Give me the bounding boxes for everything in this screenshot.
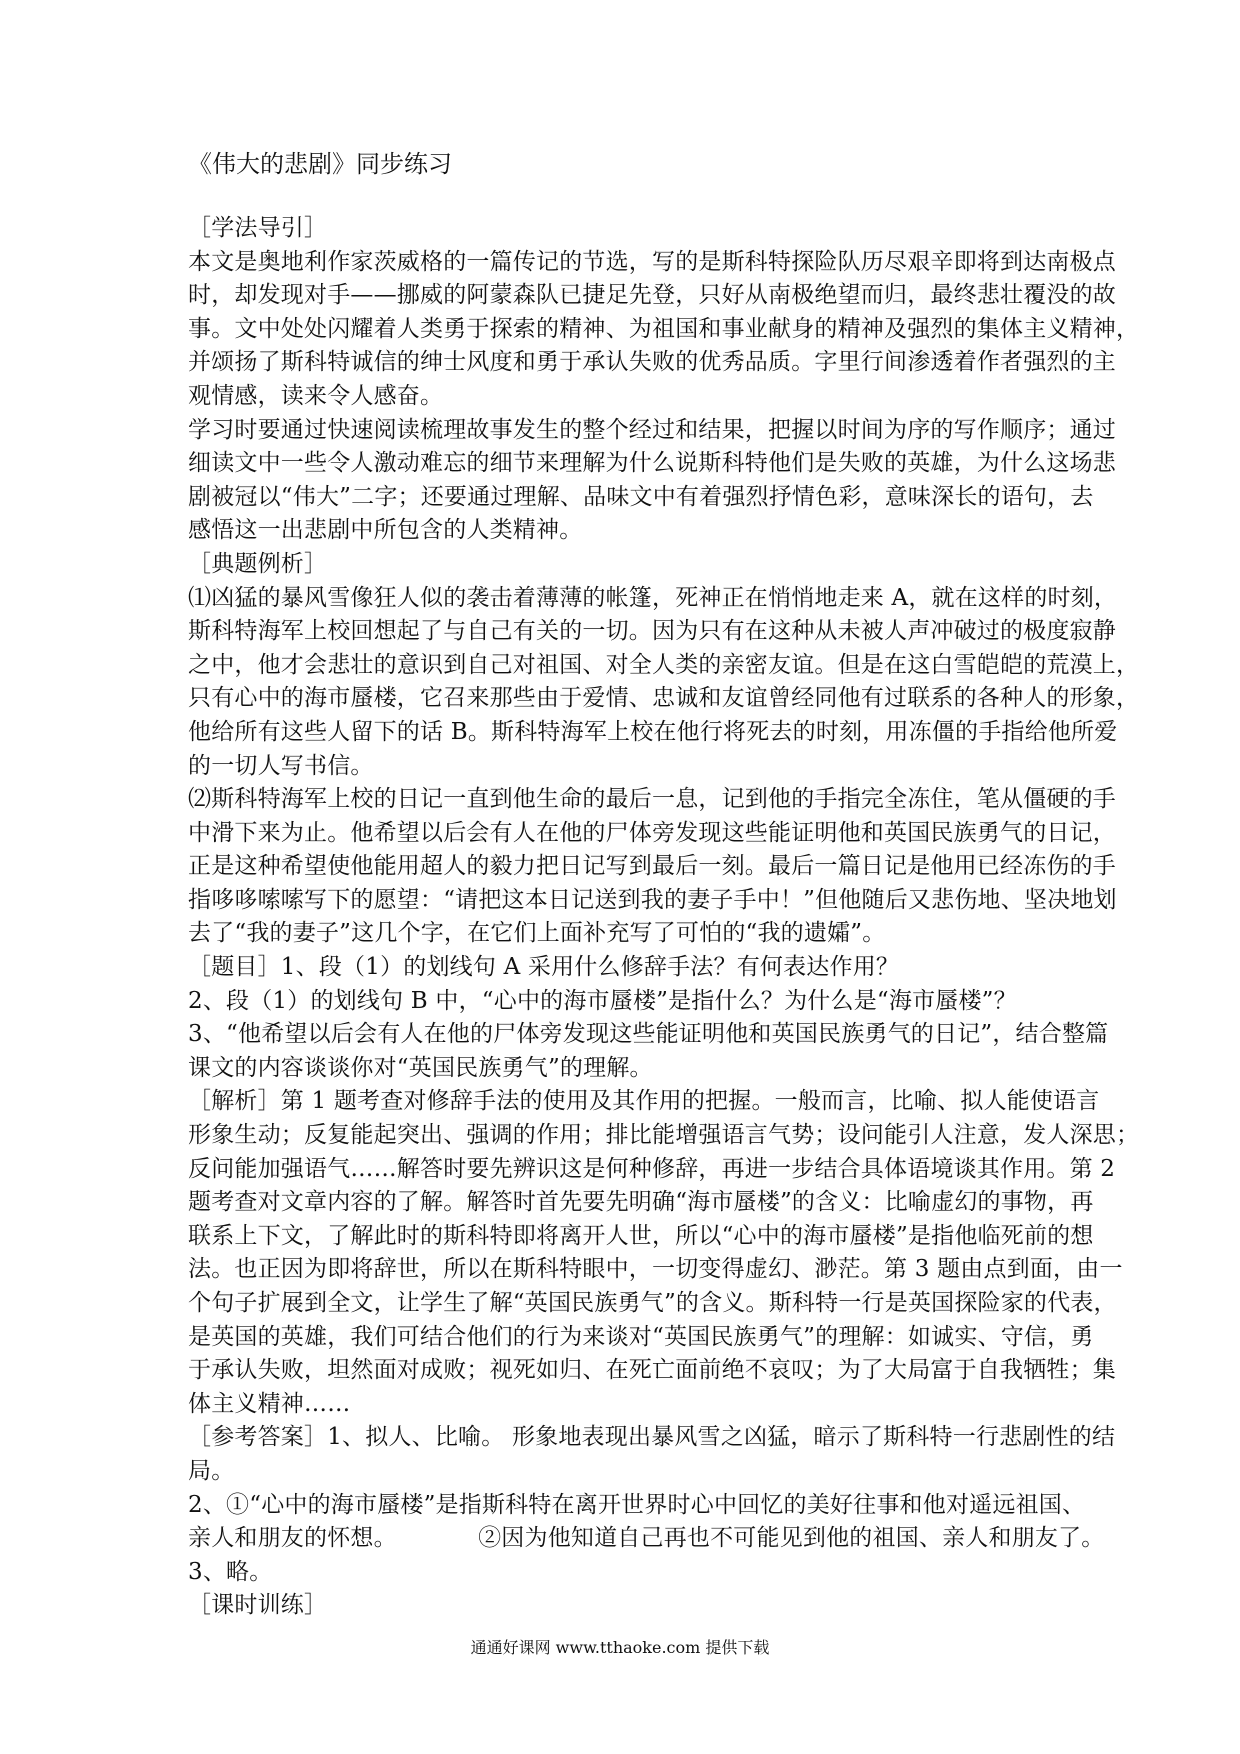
text-line: ［解析］第 1 题考查对修辞手法的使用及其作用的把握。一般而言，比喻、拟人能使语言 xyxy=(188,1088,1100,1115)
text-line: 法。也正因为即将辞世，所以在斯科特眼中，一切变得虚幻、渺茫。第 3 题由点到面，由一 xyxy=(188,1256,1123,1283)
text-line: ⑴凶猛的暴风雪像狂人似的袭击着薄薄的帐篷，死神正在悄悄地走来 A，就在这样的时刻， xyxy=(188,584,1118,611)
text-line: 斯科特海军上校回想起了与自己有关的一切。因为只有在这种从未被人声冲破过的极度寂静 xyxy=(188,618,1116,645)
text-line: 学习时要通过快速阅读梳理故事发生的整个经过和结果，把握以时间为序的写作顺序；通过 xyxy=(188,416,1116,443)
text-line: 形象生动；反复能起突出、强调的作用；排比能增强语言气势；设问能引人注意，发人深思； xyxy=(188,1122,1140,1149)
text-line: 亲人和朋友的怀想。 ②因为他知道自己再也不可能见到他的祖国、亲人和朋友了。 xyxy=(188,1525,1105,1552)
document-title: 《伟大的悲剧》同步练习 xyxy=(188,150,452,178)
document-page xyxy=(188,146,1140,1623)
text-line: ［参考答案］1、拟人、比喻。 形象地表现出暴风雪之凶猛，暗示了斯科特一行悲剧性的结 xyxy=(188,1424,1116,1451)
document-body xyxy=(188,212,1140,1623)
text-line: 他给所有这些人留下的话 B。斯科特海军上校在他行将死去的时刻，用冻僵的手指给他所爱 xyxy=(188,718,1118,745)
text-line: 个句子扩展到全文，让学生了解“英国民族勇气”的含义。斯科特一行是英国探险家的代表， xyxy=(188,1290,1117,1316)
text-line: 并颂扬了斯科特诚信的绅士风度和勇于承认失败的优秀品质。字里行间渗透着作者强烈的主 xyxy=(188,349,1116,376)
text-line: 观情感，读来令人感奋。 xyxy=(188,382,444,409)
text-line: 2、段（1）的划线句 B 中，“心中的海市蜃楼”是指什么？为什么是“海市蜃楼”？ xyxy=(188,987,1017,1014)
text-line: 2、①“心中的海市蜃楼”是指斯科特在离开世界时心中回忆的美好往事和他对遥远祖国、 xyxy=(188,1491,1086,1518)
text-line: 课文的内容谈谈你对“英国民族勇气”的理解。 xyxy=(188,1054,653,1081)
text-line: 本文是奥地利作家茨威格的一篇传记的节选，写的是斯科特探险队历尽艰辛即将到达南极点 xyxy=(188,248,1116,275)
text-line: 的一切人写书信。 xyxy=(188,752,374,779)
text-line: 于承认失败，坦然面对成败；视死如归、在死亡面前绝不哀叹；为了大局富于自我牺牲；集 xyxy=(188,1357,1116,1384)
text-line: 题考查对文章内容的了解。解答时首先要先明确“海市蜃楼”的含义：比喻虚幻的事物，再 xyxy=(188,1189,1094,1216)
text-line: 细读文中一些令人激动难忘的细节来理解为什么说斯科特他们是失败的英雄，为什么这场悲 xyxy=(188,450,1116,477)
text-line: 3、“他希望以后会有人在他的尸体旁发现这些能证明他和英国民族勇气的日记”，结合整篇 xyxy=(188,1021,1109,1048)
text-line: 剧被冠以“伟大”二字；还要通过理解、品味文中有着强烈抒情色彩，意味深长的语句，去 xyxy=(188,483,1094,510)
page-footer: 通通好课网 www.tthaoke.com 提供下载 xyxy=(470,1638,770,1657)
text-line: 感悟这一出悲剧中所包含的人类精神。 xyxy=(188,517,583,544)
text-line: 指哆哆嗦嗦写下的愿望：“请把这本日记送到我的妻子手中！”但他随后又悲伤地、坚决地划 xyxy=(188,886,1117,913)
text-line: 是英国的英雄，我们可结合他们的行为来谈对“英国民族勇气”的理解：如诚实、守信，勇 xyxy=(188,1323,1094,1350)
text-line: 时，却发现对手——挪威的阿蒙森队已捷足先登，只好从南极绝望而归，最终悲壮覆没的故 xyxy=(188,282,1116,309)
text-line: 联系上下文，了解此时的斯科特即将离开人世，所以“心中的海市蜃楼”是指他临死前的想 xyxy=(188,1222,1094,1249)
text-line: ［课时训练］ xyxy=(188,1592,328,1619)
text-line: 局。 xyxy=(188,1457,235,1484)
text-line: ［学法导引］ xyxy=(188,215,328,241)
text-line: 去了“我的妻子”这几个字，在它们上面补充写了可怕的“我的遗孀”。 xyxy=(188,920,886,947)
text-line: 体主义精神…… xyxy=(188,1390,351,1417)
text-line: ［典题例析］ xyxy=(188,550,328,577)
text-line: 只有心中的海市蜃楼，它召来那些由于爱情、忠诚和友谊曾经同他有过联系的各种人的形象， xyxy=(188,685,1140,712)
text-line: ⑵斯科特海军上校的日记一直到他生命的最后一息，记到他的手指完全冻住，笔从僵硬的手 xyxy=(188,786,1116,813)
text-line: 事。文中处处闪耀着人类勇于探索的精神、为祖国和事业献身的精神及强烈的集体主义精神， xyxy=(188,315,1140,342)
text-line: 反问能加强语气……解答时要先辨识这是何种修辞，再进一步结合具体语境谈其作用。第 2 xyxy=(188,1155,1116,1182)
text-line: 正是这种希望使他能用超人的毅力把日记写到最后一刻。最后一篇日记是他用已经冻伤的手 xyxy=(188,853,1116,880)
text-line: 中滑下来为止。他希望以后会有人在他的尸体旁发现这些能证明他和英国民族勇气的日记， xyxy=(188,819,1116,846)
text-line: ［题目］1、段（1）的划线句 A 采用什么修辞手法？有何表达作用？ xyxy=(188,954,900,981)
text-line: 3、略。 xyxy=(188,1558,273,1585)
text-line: 之中，他才会悲壮的意识到自己对祖国、对全人类的亲密友谊。但是在这白雪皑皑的荒漠上， xyxy=(188,651,1140,678)
